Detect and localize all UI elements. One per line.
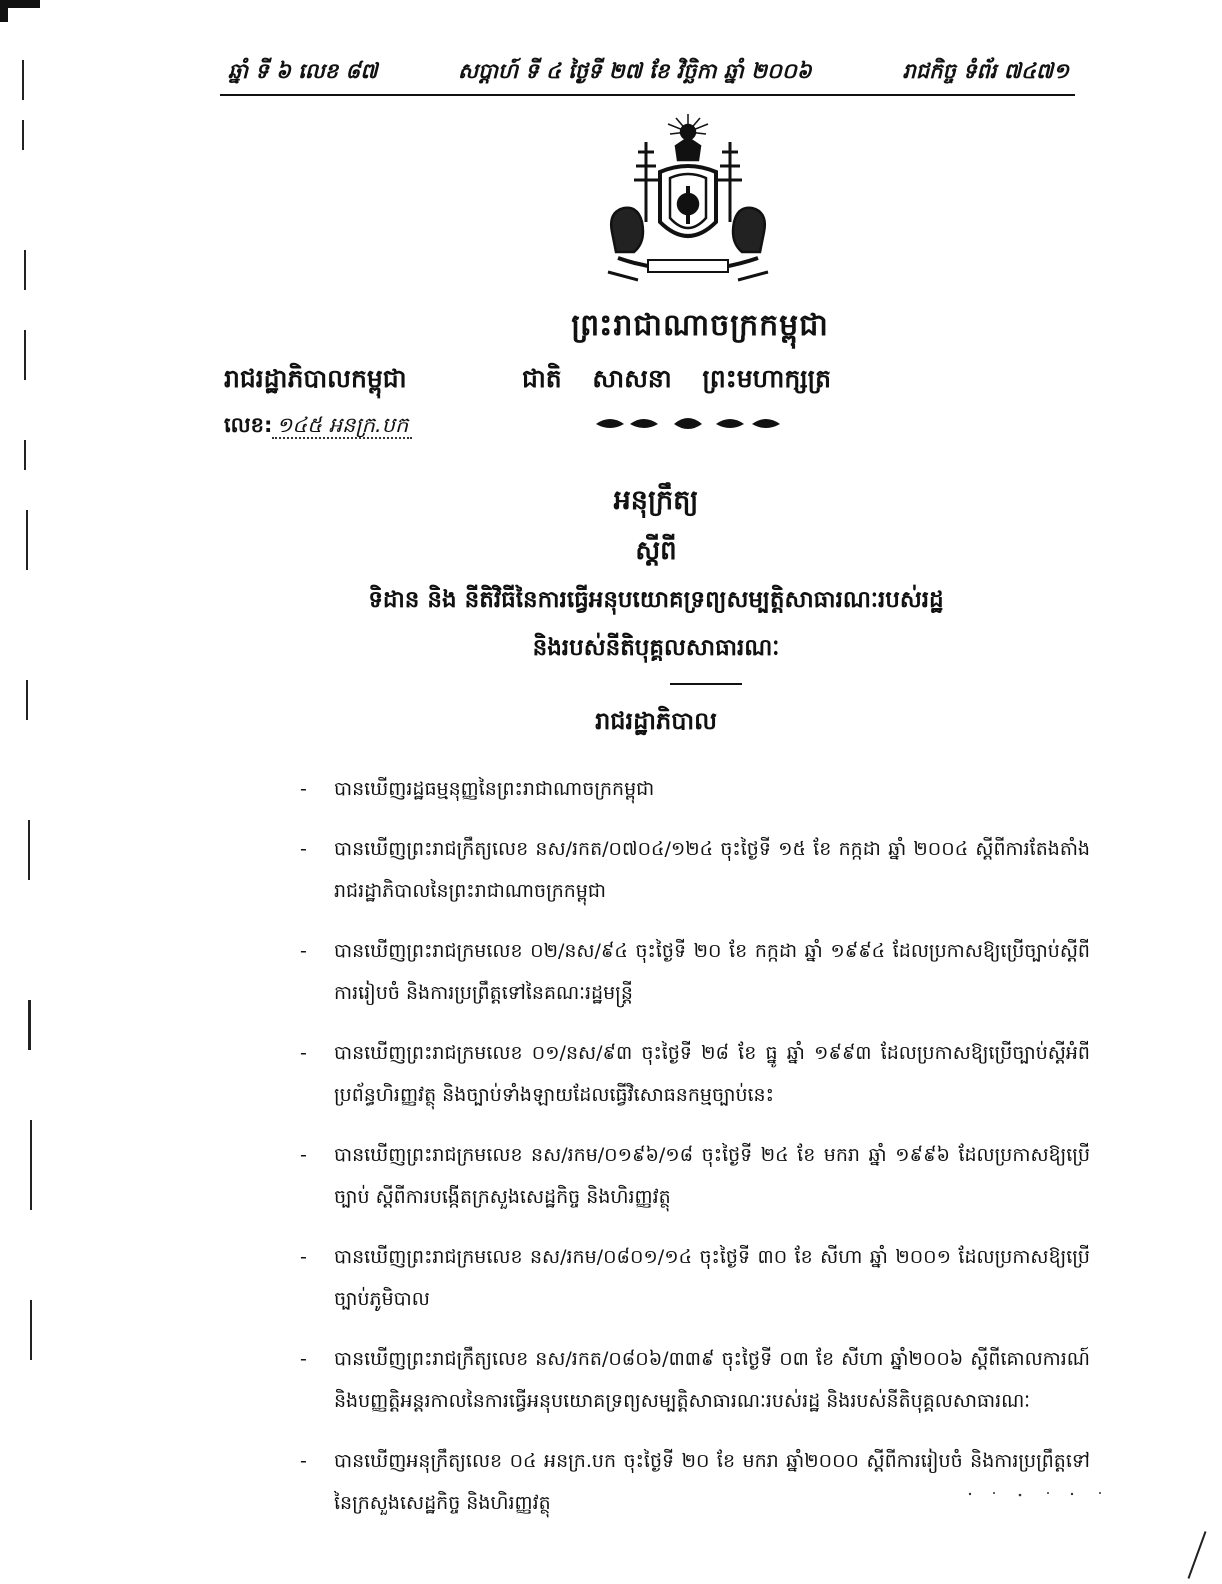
scan-edge-mark (30, 1120, 32, 1210)
national-motto: ជាតិ សាសនា ព្រះមហាក្សត្រ (522, 364, 831, 393)
scan-edge-mark (28, 1000, 31, 1050)
issuer-heading: រាជរដ្ឋាភិបាល (595, 707, 717, 735)
list-dash: - (300, 838, 307, 860)
header-issue: ឆ្នាំ ទី ៦ លេខ ៨៧ (228, 59, 378, 83)
scan-edge-mark (1188, 1531, 1207, 1579)
document-on: ស្តីពី (635, 536, 677, 566)
list-item-text: បានឃើញរដ្ឋធម្មនុញ្ញនៃព្រះរាជាណាចក្រកម្ពុជា (334, 778, 655, 800)
scan-edge-mark (24, 250, 26, 290)
scan-edge-mark (28, 820, 30, 880)
list-item (300, 1236, 1090, 1320)
list-item-text: បានឃើញអនុក្រឹត្យលេខ ០៤ អនក្រ.បក ចុះថ្ងៃទី ២០ ខែ មករា ឆ្នាំ២០០០ ស្តីពីការរៀបចំ និងការប្រព្រឹត្តទៅនៃក្រសួងសេដ្ឋកិច្ច និងហិរញ្ញវត្ថុ (334, 1450, 1090, 1514)
title-divider (670, 683, 742, 685)
list-item-text: បានឃើញព្រះរាជក្រឹត្យលេខ នស/រកត/០៨០៦/៣៣៩ ចុះថ្ងៃទី ០៣ ខែ សីហា ឆ្នាំ២០០៦ ស្តីពីគោលការណ៍ និងបញ្ញត្តិអន្តរកាលនៃការធ្វើអនុបយោគទ្រព្យសម្បត្តិសាធារណៈរបស់រដ្ឋ និងរបស់នីតិបុគ្គលសាធារណៈ (334, 1348, 1090, 1412)
scan-edge-mark (24, 330, 26, 380)
list-item (300, 1338, 1090, 1422)
scan-corner-mark (0, 0, 40, 22)
list-item-text: បានឃើញព្រះរាជក្រមលេខ ០២/នស/៩៤ ចុះថ្ងៃទី ២០ ខែ កក្កដា ឆ្នាំ ១៩៩៤ ដែលប្រកាសឱ្យប្រើច្បាប់ស្តីពីការរៀបចំ និងការប្រព្រឹត្តទៅនៃគណៈរដ្ឋមន្ត្រី (334, 940, 1090, 1004)
list-dash: - (300, 1246, 307, 1268)
scan-edge-mark (22, 120, 24, 150)
list-item (300, 1134, 1090, 1218)
list-item-text: បានឃើញព្រះរាជក្រមលេខ នស/រកម/០៨០១/១៤ ចុះថ្ងៃទី ៣០ ខែ សីហា ឆ្នាំ ២០០១ ដែលប្រកាសឱ្យប្រើច្បាប់ភូមិបាល (334, 1246, 1090, 1310)
document-subject-line2: និងរបស់នីតិបុគ្គលសាធារណៈ (532, 635, 780, 661)
list-dash: - (300, 1042, 307, 1064)
considerations-list (300, 768, 1090, 1542)
scan-edge-mark (24, 440, 26, 470)
ornament-divider-icon (590, 410, 790, 436)
list-item (300, 768, 1090, 810)
reference-number (224, 412, 412, 443)
kingdom-title: ព្រះរាជាណាចក្រកម្ពុជា (571, 308, 829, 343)
list-item-text: បានឃើញព្រះរាជក្រឹត្យលេខ នស/រកត/០៧០៤/១២៤ ចុះថ្ងៃទី ១៥ ខែ កក្កដា ឆ្នាំ ២០០៤ ស្តីពីការតែងតាំងរាជរដ្ឋាភិបាលនៃព្រះរាជាណាចក្រកម្ពុជា (334, 838, 1090, 902)
gazette-header (220, 54, 1075, 96)
header-date: សប្តាហ៍ ទី ៤ ថ្ងៃទី ២៧ ខែ វិច្ឆិកា ឆ្នាំ ២០០៦ (458, 59, 812, 83)
scan-specks (960, 1488, 1120, 1500)
header-page: រាជកិច្ច ទំព័រ ៧៤៧១ (902, 59, 1069, 83)
list-item-text: បានឃើញព្រះរាជក្រមលេខ នស/រកម/០១៩៦/១៨ ចុះថ្ងៃទី ២៤ ខែ មករា ឆ្នាំ ១៩៩៦ ដែលប្រកាសឱ្យប្រើច្បាប់ ស្តីពីការបង្កើតក្រសួងសេដ្ឋកិច្ច និងហិរញ្ញវត្ថុ (334, 1144, 1090, 1208)
list-dash: - (300, 940, 307, 962)
reference-value: ១៤៥ អនក្រ.បក (272, 413, 412, 439)
scan-edge-mark (30, 1300, 32, 1360)
list-dash: - (300, 1144, 307, 1166)
list-dash: - (300, 1348, 307, 1370)
list-item (300, 1440, 1090, 1524)
document-type: អនុក្រឹត្យ (613, 485, 699, 516)
list-item (300, 930, 1090, 1014)
government-name: រាជរដ្ឋាភិបាលកម្ពុជា (224, 364, 407, 393)
list-item-text: បានឃើញព្រះរាជក្រមលេខ ០១/នស/៩៣ ចុះថ្ងៃទី ២៨ ខែ ធ្នូ ឆ្នាំ ១៩៩៣ ដែលប្រកាសឱ្យប្រើច្បាប់ស្តីអំពីប្រព័ន្ធហិរញ្ញវត្ថុ និងច្បាប់ទាំងឡាយដែលធ្វើវិសោធនកម្មច្បាប់នេះ (334, 1042, 1090, 1106)
list-item (300, 828, 1090, 912)
reference-prefix: លេខ: (224, 413, 273, 437)
document-subject-line1: ទិដាន និង នីតិវិធីនៃការធ្វើអនុបយោគទ្រព្យសម្បត្តិសាធារណៈរបស់រដ្ឋ (368, 587, 944, 613)
list-dash: - (300, 778, 307, 800)
list-dash: - (300, 1450, 307, 1472)
scan-edge-mark (22, 60, 24, 100)
royal-emblem-icon (598, 112, 778, 292)
list-item (300, 1032, 1090, 1116)
